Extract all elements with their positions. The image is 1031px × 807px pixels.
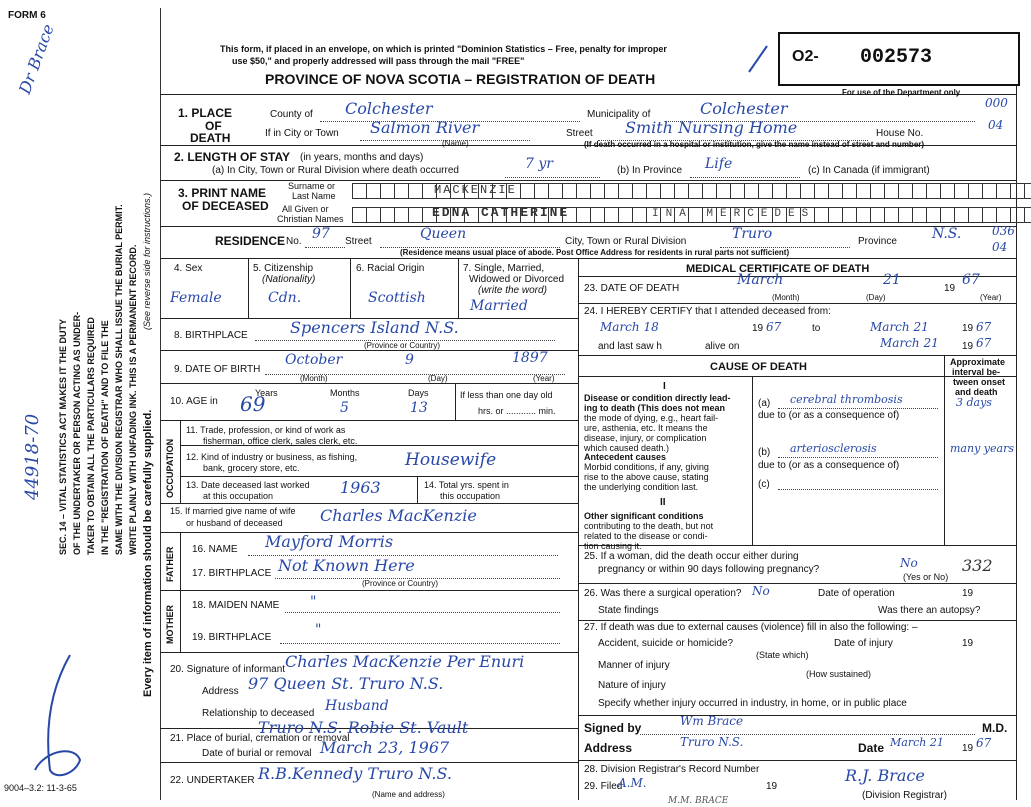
print-name-1: 3. PRINT NAME: [178, 186, 267, 200]
signed-by-value[interactable]: Wm Brace: [680, 714, 744, 728]
res-no-line: [305, 247, 345, 248]
handwritten-check: [745, 40, 775, 80]
interval-divider: [944, 355, 945, 545]
burial-label: 21. Place of burial, cremation or removal: [170, 733, 350, 744]
stay-b-line: [690, 177, 800, 178]
attended-from-yr[interactable]: 67: [766, 320, 782, 334]
informant-address-value[interactable]: 97 Queen St. Truro N.S.: [248, 674, 444, 693]
county-value[interactable]: Colchester: [345, 99, 433, 118]
date-injury-19: 19: [962, 638, 974, 649]
surname-label-1: Surname or: [288, 181, 336, 191]
street-value[interactable]: Smith Nursing Home: [625, 118, 798, 137]
marital-label-2: Widowed or Divorced: [469, 274, 565, 285]
reg-number: 002573: [860, 46, 933, 69]
roman-1: I: [663, 381, 666, 392]
approx-3: tween onset: [953, 377, 1006, 387]
manner-label: Manner of injury: [598, 660, 670, 671]
citizenship-label-2: (Nationality): [262, 274, 316, 285]
disease-6: which caused death.): [584, 443, 670, 453]
cause-c-line: [778, 489, 938, 490]
yes-no-caption: (Yes or No): [903, 572, 949, 582]
res-city-label: City, Town or Rural Division: [565, 236, 687, 247]
col-5-6: [350, 258, 351, 318]
age-label: 10. AGE in: [170, 396, 218, 407]
state-findings-label: State findings: [598, 605, 659, 616]
disease-2: ing to death (This does not mean: [584, 403, 726, 413]
disease-3: the mode of dying, e.g., heart fail-: [584, 413, 719, 423]
residence-note: (Residence means usual place of abode. Post Office Address for residents in rural parts not sufficient): [400, 248, 790, 257]
bottom-note: M.M. BRACE: [668, 796, 729, 806]
occ13-line-2: at this occupation: [203, 491, 274, 501]
other-1: Other significant conditions: [584, 511, 704, 521]
attended-from[interactable]: March 18: [600, 320, 659, 334]
nature-label: Nature of injury: [598, 680, 666, 691]
burial-date-label: Date of burial or removal: [202, 748, 312, 759]
dob-day[interactable]: 9: [405, 352, 414, 368]
cause-a-value[interactable]: cerebral thrombosis: [790, 393, 903, 406]
how-sustained: (How sustained): [806, 669, 872, 679]
approx-2: interval be-: [952, 367, 1001, 377]
left-border: [160, 8, 161, 800]
place-label-1: 1. PLACE: [178, 106, 233, 120]
rule-occ12: [180, 476, 578, 477]
signed-19: 19: [962, 743, 974, 754]
rule-10: [160, 420, 578, 421]
autopsy-label: Was there an autopsy?: [878, 605, 981, 616]
handwritten-side-name: Dr Brace: [15, 21, 58, 97]
industry-value[interactable]: Housewife: [405, 450, 497, 470]
father-birthplace-value[interactable]: Not Known Here: [278, 556, 415, 575]
signed-by-label: Signed by: [584, 721, 642, 735]
rule-medcert: [578, 276, 1016, 277]
hospital-note: (If death occurred in a hospital or institution, give the name instead of street and number): [584, 140, 925, 149]
handwritten-flourish: [20, 650, 100, 790]
q26-answer[interactable]: No: [752, 584, 770, 598]
informant-label: 20. Signature of informant: [170, 664, 286, 675]
cause-label-divider: [752, 376, 753, 545]
house-no-label: House No.: [876, 128, 924, 139]
informant-address-label: Address: [202, 686, 239, 697]
cause-c-label: (c): [758, 479, 770, 490]
sec14-line-5: SAME WITH THE DIVISION REGISTRAR WHO SHALL ISSUE THE BURIAL PERMIT.: [114, 204, 124, 555]
q25-line-2: pregnancy or within 90 days following pregnancy?: [598, 564, 820, 575]
undertaker-value[interactable]: R.B.Kennedy Truro N.S.: [258, 764, 452, 783]
citizenship-value[interactable]: Cdn.: [268, 290, 302, 306]
occ11-line-1: 11. Trade, profession, or kind of work as: [186, 425, 346, 435]
surname-value[interactable]: MACKENZIE: [434, 183, 517, 197]
footer-code: 9004–3.2: 11-3-65: [4, 783, 77, 793]
cause-a-line: [778, 408, 938, 409]
racial-label: 6. Racial Origin: [356, 263, 425, 274]
state-which: (State which): [756, 650, 809, 660]
city-name-caption: (Name): [442, 139, 469, 148]
age-months-value[interactable]: 5: [340, 400, 349, 416]
rule-residence: [160, 258, 1016, 259]
dob-day-caption: (Day): [428, 374, 448, 383]
res-province-value[interactable]: N.S.: [932, 226, 962, 242]
rule-occ: [160, 503, 578, 504]
specify-label: Specify whether injury occurred in industry, in home, or in public place: [598, 698, 907, 709]
attended-19a: 19: [752, 323, 764, 334]
dept-code: 000: [985, 96, 1008, 110]
rule-27: [578, 715, 1016, 716]
reverse-side: (See reverse side for instructions.): [142, 192, 152, 330]
rule-24: [578, 355, 1016, 356]
marital-label-3: (write the word): [478, 285, 547, 296]
rule-name: [160, 226, 1016, 227]
death-day-caption: (Day): [866, 293, 886, 302]
street-label: Street: [566, 128, 593, 139]
municipality-label: Municipality of: [587, 109, 651, 120]
occ11-line-2: fisherman, office clerk, sales clerk, etc.: [203, 436, 358, 446]
last-saw-yr[interactable]: 67: [976, 336, 992, 350]
signed-date-label: Date: [858, 741, 885, 755]
medcert-title: MEDICAL CERTIFICATE OF DEATH: [686, 263, 870, 275]
dob-year[interactable]: 1897: [512, 350, 548, 366]
death-month-caption: (Month): [772, 293, 800, 302]
death-nineteen: 19: [944, 283, 956, 294]
approx-4: and death: [955, 387, 998, 397]
signed-date-value[interactable]: March 21: [890, 736, 944, 749]
last-worked-value[interactable]: 1963: [340, 478, 381, 497]
father-birthplace-caption: (Province or Country): [362, 579, 439, 588]
rule-25: [578, 583, 1016, 584]
sex-value[interactable]: Female: [170, 290, 222, 306]
county-label: County of: [270, 109, 313, 120]
other-4: tion causing it.: [584, 541, 642, 551]
date-op-label: Date of operation: [818, 588, 895, 599]
last-saw-label: and last saw h: [598, 341, 662, 352]
q28-label: 28. Division Registrar's Record Number: [584, 764, 760, 775]
interval-b-value[interactable]: many years: [950, 442, 1014, 455]
stay-note: (in years, months and days): [300, 152, 424, 163]
q29-label: 29. Filed: [584, 781, 623, 792]
given-label-2: Christian Names: [277, 214, 344, 224]
marital-label-1: 7. Single, Married,: [463, 263, 545, 274]
marital-value[interactable]: Married: [470, 298, 528, 314]
dob-year-caption: (Year): [533, 374, 555, 383]
given-label-1: All Given or: [282, 204, 329, 214]
last-saw-19: 19: [962, 341, 974, 352]
q25-line-1: 25. If a woman, did the death occur either during: [584, 551, 799, 562]
attended-to-yr[interactable]: 67: [976, 320, 992, 334]
alive-on-label: alive on: [705, 341, 740, 352]
death-year-caption: (Year): [980, 293, 1002, 302]
last-saw-date[interactable]: March 21: [880, 336, 939, 350]
sec14-line-6: WRITE PLAINLY WITH UNFADING INK. THIS IS A PERMANENT RECORD.: [128, 244, 138, 555]
mid-divider: [578, 258, 579, 800]
disease-1: Disease or condition directly lead-: [584, 393, 731, 403]
surname-label-2: Last Name: [292, 191, 336, 201]
md-label: M.D.: [982, 721, 1008, 735]
birthplace-label: 8. BIRTHPLACE: [174, 330, 248, 341]
rule-26: [578, 620, 1016, 621]
place-label-3: DEATH: [190, 131, 231, 145]
occ14-line-1: 14. Total yrs. spent in: [424, 480, 509, 490]
res-province-label: Province: [858, 236, 897, 247]
relationship-value[interactable]: Husband: [325, 698, 389, 714]
municipality-value[interactable]: Colchester: [700, 99, 788, 118]
notice-line-2: use $50," and properly addressed will pass through the mail "FREE": [232, 56, 525, 66]
sec14-line-1: SEC. 14 – VITAL STATISTICS ACT MAKES IT THE DUTY: [58, 318, 68, 555]
age-years-label: Years: [255, 388, 278, 398]
cause-title: CAUSE OF DEATH: [710, 361, 807, 373]
antecedent-4: the underlying condition last.: [584, 482, 699, 492]
informant-value[interactable]: Charles MacKenzie Per Enuri: [285, 652, 525, 671]
registration-box: [778, 32, 1020, 86]
page-title: PROVINCE OF NOVA SCOTIA – REGISTRATION OF DEATH: [265, 71, 656, 87]
other-3: related to the disease or condi-: [584, 531, 708, 541]
filed-initials[interactable]: A.M.: [618, 776, 647, 790]
signed-year[interactable]: 67: [976, 736, 992, 750]
res-street-label: Street: [345, 236, 372, 247]
sec14-line-4: IN THE "REGISTRATION OF DEATH" AND TO FILE THE: [100, 320, 110, 555]
antecedent-2: Morbid conditions, if any, giving: [584, 462, 709, 472]
stay-b-label: (b) In Province: [617, 165, 683, 176]
stay-b-value[interactable]: Life: [705, 156, 733, 172]
mother-maiden-label: 18. MAIDEN NAME: [192, 600, 280, 611]
signed-address-value[interactable]: Truro N.S.: [680, 735, 744, 749]
rule-9: [160, 383, 578, 384]
form-number: FORM 6: [8, 10, 46, 21]
cause-a-label: (a): [758, 398, 771, 409]
due-to-1: due to (or as a consequence of): [758, 410, 900, 421]
handwritten-number: 44918-70: [22, 413, 43, 500]
hrs-min: hrs. or ............ min.: [478, 406, 556, 416]
res-code-2: 04: [992, 240, 1008, 254]
roman-2: II: [660, 497, 666, 508]
cause-b-value[interactable]: arteriosclerosis: [790, 442, 877, 455]
age-months-label: Months: [330, 388, 360, 398]
death-month[interactable]: March: [737, 272, 784, 288]
dob-month-caption: (Month): [300, 374, 328, 383]
rule-father: [160, 590, 578, 591]
cause-b-line: [778, 457, 938, 458]
date-op-19: 19: [962, 588, 974, 599]
sec14-line-3: TAKER TO OBTAIN ALL THE PARTICULARS REQUIRED: [86, 317, 96, 555]
approx-1: Approximate: [950, 357, 1006, 367]
col-6-7: [458, 258, 459, 318]
mother-side-label: MOTHER: [165, 605, 175, 644]
father-birthplace-label: 17. BIRTHPLACE: [192, 568, 272, 579]
dob-label: 9. DATE OF BIRTH: [174, 364, 261, 375]
q25-answer[interactable]: No: [900, 556, 918, 570]
dept-use: For use of the Department only: [842, 88, 961, 97]
col-occ14: [417, 476, 418, 503]
stay-a-value[interactable]: 7 yr: [525, 156, 553, 172]
stay-c-label: (c) In Canada (if immigrant): [808, 165, 930, 176]
attended-to-label: to: [812, 323, 821, 334]
q26-label: 26. Was there a surgical operation?: [584, 588, 742, 599]
date-injury-label: Date of injury: [834, 638, 893, 649]
div-registrar-caption: (Division Registrar): [862, 790, 948, 801]
mother-birthplace-label: 19. BIRTHPLACE: [192, 632, 272, 643]
disease-5: disease, injury, or complication: [584, 433, 707, 443]
filed-19: 19: [766, 781, 778, 792]
death-year[interactable]: 67: [962, 272, 980, 288]
stay-a-line: [505, 177, 600, 178]
occ14-line-2: this occupation: [440, 491, 501, 501]
antecedent-3: rise to the above cause, stating: [584, 472, 709, 482]
occ13-line-1: 13. Date deceased last worked: [186, 480, 310, 490]
burial-place-value[interactable]: Truro N.S. Robie St. Vault: [258, 718, 469, 737]
accident-label: Accident, suicide or homicide?: [598, 638, 734, 649]
stay-label: 2. LENGTH OF STAY: [174, 150, 291, 164]
every-item: Every item of information should be carefully supplied.: [142, 409, 154, 697]
parent-side-divider: [180, 532, 181, 652]
sex-label: 4. Sex: [174, 263, 203, 274]
wife-label-2: or husband of deceased: [186, 518, 283, 528]
attended-19b: 19: [962, 323, 974, 334]
dept-code-2: 04: [988, 118, 1004, 132]
relationship-label: Relationship to deceased: [202, 708, 315, 719]
age-days-value[interactable]: 13: [410, 400, 428, 416]
residence-label: RESIDENCE: [215, 234, 286, 248]
birthplace-value[interactable]: Spencers Island N.S.: [290, 318, 459, 337]
given-names-typed: INA MERCEDES: [652, 208, 816, 220]
col-4-5: [248, 258, 249, 318]
rule-cause-title: [578, 376, 1016, 377]
birthplace-caption: (Province or Country): [364, 341, 441, 350]
city-label: If in City or Town: [265, 128, 339, 139]
given-names-value[interactable]: EDNA CATHERINE: [432, 205, 570, 220]
rule-cause-end: [578, 545, 1016, 546]
age-years-value[interactable]: 69: [240, 392, 266, 416]
attended-to[interactable]: March 21: [870, 320, 929, 334]
mother-maiden-line: [285, 612, 560, 613]
undertaker-label: 22. UNDERTAKER: [170, 775, 255, 786]
racial-value[interactable]: Scottish: [368, 290, 426, 306]
res-no-value[interactable]: 97: [312, 226, 330, 242]
other-2: contributing to the death, but not: [584, 521, 714, 531]
registrar-signature: R.J. Brace: [845, 766, 925, 785]
occ-side-divider: [180, 420, 181, 503]
father-name-value[interactable]: Mayford Morris: [265, 532, 394, 551]
side-code: 332: [962, 556, 993, 575]
mother-birthplace-line: [280, 643, 560, 644]
antecedent-1: Antecedent causes: [584, 452, 667, 462]
res-street-value[interactable]: Queen: [420, 226, 467, 242]
rule-21: [160, 762, 578, 763]
col-age: [455, 383, 456, 420]
occ12-line-1: 12. Kind of industry or business, as fishing,: [186, 452, 358, 462]
interval-a-value[interactable]: 3 days: [956, 396, 992, 409]
sec14-line-2: OF THE UNDERTAKER OR PERSON ACTING AS UNDER-: [72, 311, 82, 555]
due-to-2: due to (or as a consequence of): [758, 460, 900, 471]
res-code: 036: [992, 224, 1015, 238]
wife-value[interactable]: Charles MacKenzie: [320, 506, 477, 525]
mother-birthplace-value[interactable]: ": [315, 622, 322, 638]
signed-address-label: Address: [584, 741, 633, 755]
mother-maiden-value[interactable]: ": [310, 594, 317, 610]
res-no-label: No.: [286, 236, 302, 247]
date-of-death-label: 23. DATE OF DEATH: [584, 283, 680, 294]
notice-line-1: This form, if placed in an envelope, on which is printed "Dominion Statistics – Free, penalty for improper: [220, 44, 667, 54]
age-days-label: Days: [408, 388, 429, 398]
father-side-label: FATHER: [165, 546, 175, 582]
q27-label: 27. If death was due to external causes (violence) fill in also the following: –: [584, 622, 918, 633]
certify-label: 24. I HEREBY CERTIFY that I attended deceased from:: [584, 306, 831, 317]
burial-date-value[interactable]: March 23, 1967: [320, 738, 450, 757]
cause-b-label: (b): [758, 447, 771, 458]
place-label-2: OF: [205, 119, 222, 133]
death-day[interactable]: 21: [883, 272, 901, 288]
citizenship-label-1: 5. Citizenship: [253, 263, 314, 274]
wife-label-1: 15. If married give name of wife: [170, 506, 296, 516]
undertaker-caption: (Name and address): [372, 790, 445, 799]
disease-4: ure, asthenia, etc. It means the: [584, 423, 708, 433]
less-than-day: If less than one day old: [460, 390, 553, 400]
city-value[interactable]: Salmon River: [370, 118, 480, 137]
print-name-2: OF DECEASED: [182, 199, 269, 213]
dob-month[interactable]: October: [285, 352, 343, 368]
reg-prefix: O2-: [792, 48, 819, 65]
father-name-label: 16. NAME: [192, 544, 238, 555]
res-city-value[interactable]: Truro: [732, 226, 773, 242]
rule-signed: [578, 760, 1016, 761]
occupation-side-label: OCCUPATION: [165, 438, 175, 498]
stay-a-label: (a) In City, Town or Rural Division where death occurred: [212, 165, 459, 176]
rule-23: [578, 303, 1016, 304]
occ12-line-2: bank, grocery store, etc.: [203, 463, 300, 473]
